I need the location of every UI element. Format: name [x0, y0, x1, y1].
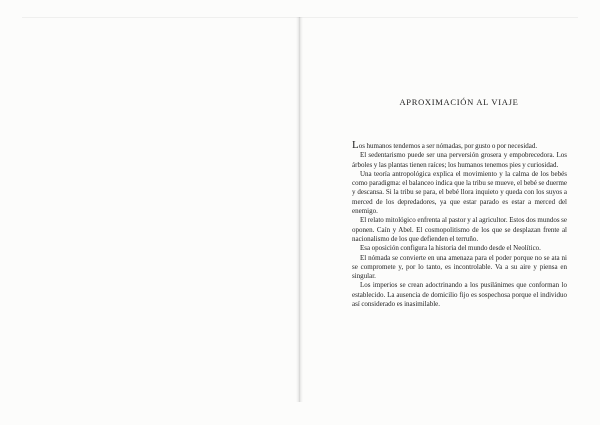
right-page [303, 0, 600, 425]
paragraph: Una teoría antropológica explica el movimiento y la calma de los bebés como paradigma: el balanceo indica que la tribu se mueve, el bebé se duerme y descansa. Si la tribu se para, el bebé llora inquieto y queda con los suyos a merced de los depredadores, ya que estar parado es estar a merced del enemigo. [352, 169, 567, 216]
paragraph: El sedentarismo puede ser una perversión grosera y empobrecedora. Los árboles y las plantas tienen raíces; los humanos tenemos pies y curiosidad. [352, 151, 567, 169]
paragraph: Esa oposición configura la historia del mundo desde el Neolítico. [360, 244, 541, 253]
book-gutter-fold [296, 17, 303, 402]
paragraph: El nómada se convierte en una amenaza para el poder porque no se ata ni se compromete y, por lo tanto, es incontrolable. Va a su aire y piensa en singular. [352, 253, 567, 281]
paragraph: Los humanos tendemos a ser nómadas, por gusto o por necesidad. [352, 139, 538, 151]
left-page-blank [0, 0, 296, 425]
chapter-title: APROXIMACIÓN AL VIAJE [399, 97, 519, 107]
paragraph: El relato mitológico enfrenta al pastor y al agricultor. Estos dos mundos se oponen. Caín y Abel. El cosmopolitismo de los que se desplazan frente al nacionalismo de los que defienden el terruño. [352, 216, 567, 243]
body-text-block [352, 141, 567, 309]
paragraph: Los imperios se crean adoctrinando a los pusilánimes que conforman lo establecido. La ausencia de domicilio fijo es sospechosa porque el individuo así considerado es inasimilable. [352, 281, 567, 309]
